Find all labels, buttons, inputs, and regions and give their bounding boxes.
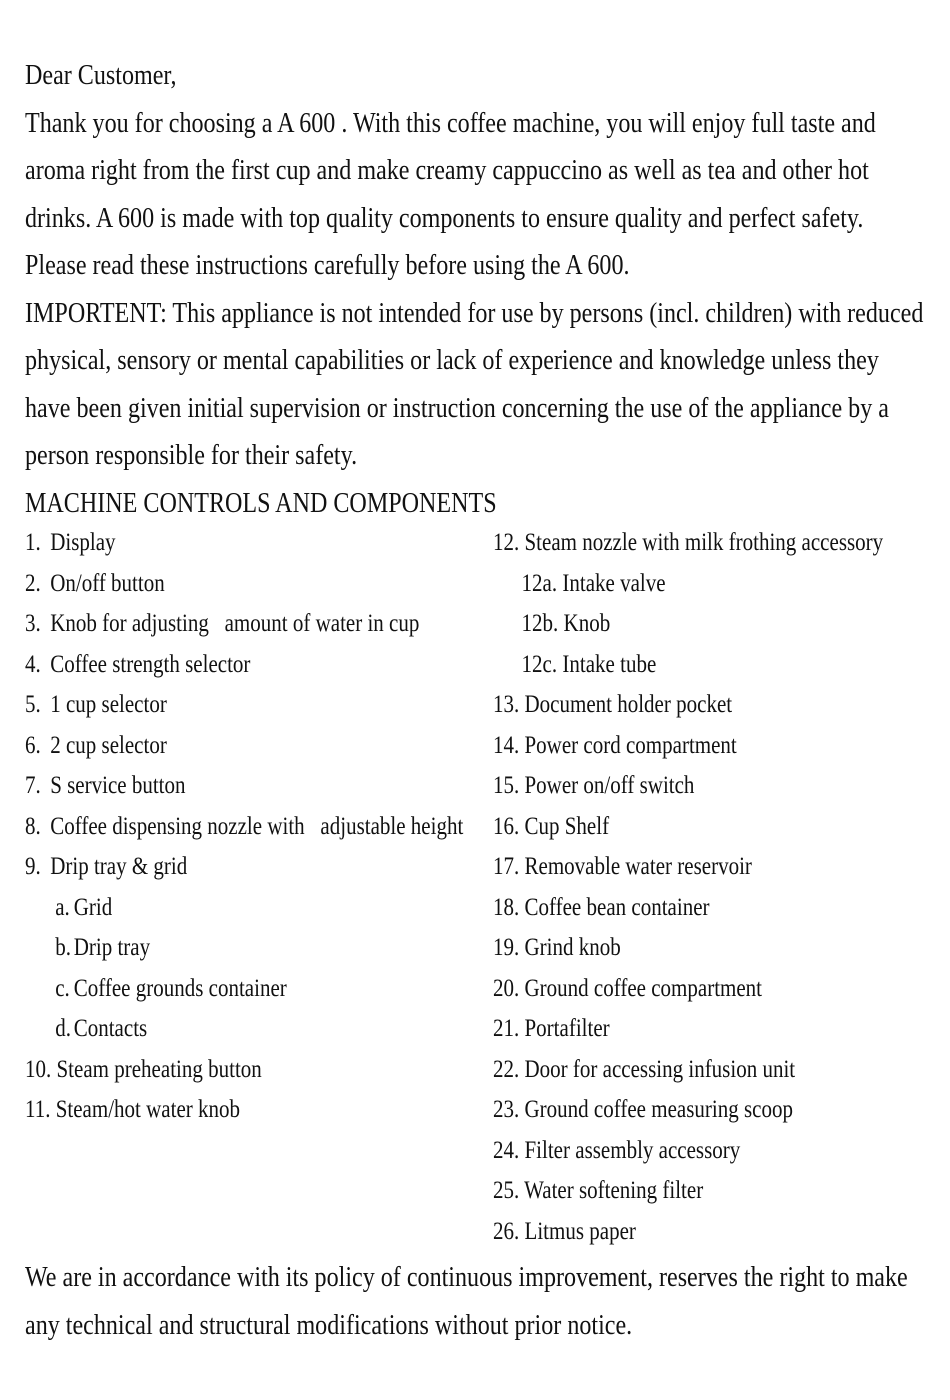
list-subitem: 12c. Intake tube [521, 650, 657, 678]
list-item: 7. S service button [25, 772, 186, 799]
list-subitem: a. Grid [55, 893, 113, 921]
list-item: 3. Knob for adjusting amount of water in cup [25, 610, 420, 637]
list-subitem: b. Drip tray [55, 934, 151, 961]
intro-section [25, 52, 930, 527]
intro-paragraph: Thank you for choosing a A 600 . With this coffee machine, you will enjoy full taste and aroma right from the first cup and make creamy cappuccino as well as tea and other hot drinks. A 600 is made with top quality components to ensure quality and perfect safety. Please read these instructions carefully before using the A 600. [25, 107, 876, 281]
list-item: 19. Grind knob [493, 934, 621, 961]
list-subitem: d. Contacts [55, 1015, 148, 1042]
important-notice: IMPORTENT: This appliance is not intended for use by persons (incl. children) with reduced physical, sensory or mental capabilities or lack of experience and knowledge unless they have been given initial supervision or instruction concerning the use of the appliance by a person responsible for their safety. [25, 297, 924, 471]
list-item: 6. 2 cup selector [25, 731, 167, 759]
greeting: Dear Customer, [25, 60, 177, 91]
list-item: 26. Litmus paper [493, 1217, 636, 1245]
section-heading: MACHINE CONTROLS AND COMPONENTS [25, 487, 497, 519]
list-item: 18. Coffee bean container [493, 893, 710, 921]
list-item: 24. Filter assembly accessory [493, 1136, 741, 1164]
list-item: 10. Steam preheating button [25, 1055, 262, 1083]
components-list-left [25, 523, 463, 1131]
list-item: 17. Removable water reservoir [493, 853, 752, 880]
list-item: 2. On/off button [25, 569, 165, 597]
list-item: 8. Coffee dispensing nozzle with adjustable height [25, 812, 464, 840]
list-item: 11. Steam/hot water knob [25, 1096, 241, 1123]
list-subitem: 12a. Intake valve [521, 569, 666, 597]
list-item: 22. Door for accessing infusion unit [493, 1055, 796, 1083]
list-subitem: 12b. Knob [521, 610, 611, 637]
list-item: 23. Ground coffee measuring scoop [493, 1096, 793, 1123]
list-item: 25. Water softening filter [493, 1177, 704, 1204]
list-item: 12. Steam nozzle with milk frothing accessory [493, 529, 884, 556]
list-item: 9. Drip tray & grid [25, 853, 188, 880]
list-item: 1. Display [25, 529, 116, 556]
list-item: 16. Cup Shelf [493, 812, 610, 840]
list-item: 15. Power on/off switch [493, 772, 695, 799]
list-subitem: c. Coffee grounds container [55, 974, 287, 1002]
list-item: 13. Document holder pocket [493, 691, 733, 718]
outro-section [25, 1254, 930, 1349]
list-item: 5. 1 cup selector [25, 691, 167, 718]
list-item: 4. Coffee strength selector [25, 650, 251, 678]
components-list-right [493, 523, 883, 1252]
list-item: 14. Power cord compartment [493, 731, 737, 759]
improvement-notice: We are in accordance with its policy of continuous improvement, reserves the right to make any technical and structural modifications without prior notice. [25, 1262, 908, 1341]
list-item: 20. Ground coffee compartment [493, 974, 763, 1002]
list-item: 21. Portafilter [493, 1015, 610, 1042]
